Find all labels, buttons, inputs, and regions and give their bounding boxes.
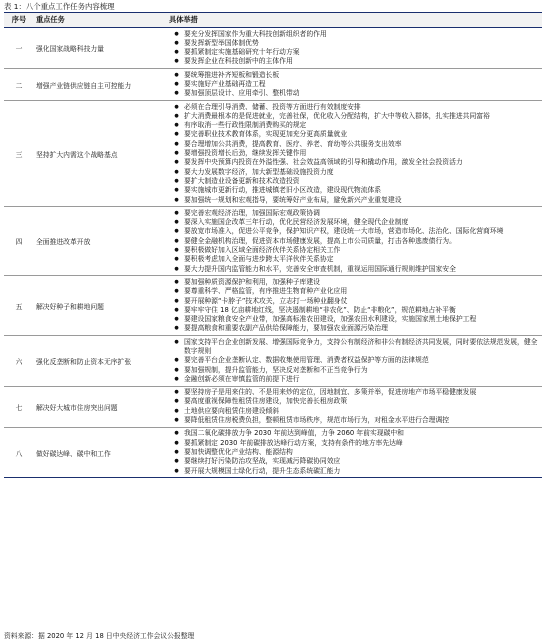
bullet-icon: ●	[174, 150, 179, 157]
bullet-icon: ●	[174, 237, 179, 244]
bullet-icon: ●	[174, 177, 179, 184]
bullet-icon: ●	[174, 219, 179, 226]
measure-item	[169, 407, 540, 416]
measure-text: 要加强统一规划和宏观指导，要统筹好产业布局，避免新兴产业重复建设	[184, 195, 402, 204]
bullet-icon: ●	[174, 140, 179, 147]
row-measures	[169, 69, 542, 100]
measure-text: 有序取消一些行政性限制消费购买的规定	[184, 121, 307, 130]
measure-text: 要牢牢守住 18 亿亩耕地红线，坚决遏制耕地“非农化”、防止“非粮化”，规范耕地占补平衡	[184, 305, 456, 314]
header-measures: 具体举措	[169, 15, 198, 24]
bullet-icon: ●	[174, 278, 179, 285]
measure-text: 要扩大制造业设备更新和技术改造投资	[184, 176, 300, 185]
measure-item	[169, 429, 540, 438]
measure-text: 国家支持平台企业创新发展、增强国际竞争力，支持公有制经济和非公有制经济共同发展，同时要依法规范发展，健全数字规则	[184, 337, 538, 355]
bullet-icon: ●	[174, 366, 179, 373]
measure-item	[169, 439, 540, 448]
bullet-icon: ●	[174, 467, 179, 474]
row-number: 五	[15, 302, 23, 311]
measure-item	[169, 103, 540, 112]
measure-item	[169, 130, 540, 139]
measure-item	[169, 246, 540, 255]
measure-item	[169, 237, 540, 246]
measure-text: 金融创新必须在审慎监管的前提下进行	[184, 374, 300, 383]
bullet-icon: ●	[174, 439, 179, 446]
header-task: 重点任务	[36, 15, 65, 24]
bullet-icon: ●	[174, 122, 179, 129]
measure-text: 要提高粮食和重要农副产品供给保障能力，要加强农业面源污染治理	[184, 324, 388, 333]
measure-item	[169, 209, 540, 218]
bullet-icon: ●	[174, 407, 179, 414]
measure-item	[169, 366, 540, 375]
measure-item	[169, 227, 540, 236]
bullet-icon: ●	[174, 256, 179, 263]
measure-text: 要增强投资增长后劲，继续发挥关键作用	[184, 149, 307, 158]
table-row	[4, 428, 542, 477]
measure-text: 要健全金融机构治理，促进资本市场健康发展，提高上市公司质量，打击各种逃废债行为。	[184, 236, 456, 245]
bullet-icon: ●	[174, 112, 179, 119]
measure-item	[169, 80, 540, 89]
measure-text: 要积极考虑加入全面与进步跨太平洋伙伴关系协定	[184, 255, 334, 264]
bullet-icon: ●	[174, 306, 179, 313]
measure-text: 要完善职业技术教育体系，实现更加充分更高质量就业	[184, 130, 348, 139]
measure-text: 要坚持房子是用来住的、不是用来炒的定位，因地制宜、多策并举，促进房地产市场平稳健康发展	[184, 388, 477, 397]
measure-item	[169, 112, 540, 121]
measure-text: 要加快调整优化产业结构、能源结构	[184, 447, 293, 456]
measure-item	[169, 57, 540, 66]
measure-item	[169, 324, 540, 333]
bullet-icon: ●	[174, 389, 179, 396]
measure-text: 要发挥企业在科技创新中的主体作用	[184, 57, 293, 66]
table-row	[4, 101, 542, 207]
measure-text: 要发挥新型举国体制优势	[184, 38, 259, 47]
table-row	[4, 276, 542, 336]
measure-text: 土地供应要向租赁住房建设倾斜	[184, 406, 280, 415]
measure-item	[169, 186, 540, 195]
measure-item	[169, 48, 540, 57]
measure-item	[169, 467, 540, 476]
bullet-icon: ●	[174, 338, 179, 345]
row-task: 解决好种子和耕地问题	[36, 302, 104, 311]
measure-item	[169, 287, 540, 296]
measure-item	[169, 375, 540, 384]
table-row	[4, 387, 542, 428]
bullet-icon: ●	[174, 159, 179, 166]
measure-item	[169, 89, 540, 98]
measure-text: 要加强顶层设计、应用牵引、整机带动	[184, 89, 300, 98]
row-task: 强化国家战略科技力量	[36, 45, 104, 54]
bullet-icon: ●	[174, 71, 179, 78]
measure-text: 要建设国家粮食安全产业带，加强高标准农田建设，加强农田水利建设，实施国家黑土地保护工程	[184, 315, 477, 324]
measure-text: 要加强规制，提升监管能力，坚决反对垄断和不正当竞争行为	[184, 365, 368, 374]
measure-text: 要抓紧制定 2030 年前碳排放达峰行动方案，支持有条件的地方率先达峰	[184, 438, 403, 447]
row-number: 二	[15, 81, 23, 90]
measure-item	[169, 297, 540, 306]
table-row	[4, 207, 542, 276]
measure-item	[169, 338, 540, 357]
row-number: 一	[15, 45, 23, 54]
row-number: 七	[15, 403, 23, 412]
measure-item	[169, 140, 540, 149]
bullet-icon: ●	[174, 316, 179, 323]
measure-text: 要发挥中央预算内投资在外溢性强、社会效益高领域的引导和撬动作用，激发全社会投资活力	[184, 158, 463, 167]
row-number: 三	[15, 150, 23, 159]
measure-text: 要降低租赁住房税费负担，整顿租赁市场秩序，规范市场行为，对租金水平进行合理调控	[184, 416, 450, 425]
row-task: 解决好大城市住房突出问题	[36, 403, 118, 412]
row-number: 八	[15, 449, 23, 458]
measure-text: 要大力提升国内监管能力和水平，完善安全审查机制，重视运用国际通行规则维护国家安全	[184, 264, 456, 273]
measure-text: 要实施好产业基础再造工程	[184, 79, 266, 88]
measure-item	[169, 255, 540, 264]
row-measures	[169, 336, 542, 385]
bullet-icon: ●	[174, 58, 179, 65]
bullet-icon: ●	[174, 297, 179, 304]
bullet-icon: ●	[174, 187, 179, 194]
bullet-icon: ●	[174, 209, 179, 216]
bullet-icon: ●	[174, 131, 179, 138]
bullet-icon: ●	[174, 247, 179, 254]
row-task: 全面推进改革开放	[36, 238, 91, 247]
measure-text: 要充分发挥国家作为重大科技创新组织者的作用	[184, 29, 327, 38]
measure-text: 要统筹推进补齐短板和锻造长板	[184, 70, 280, 79]
measure-text: 要积极做好加入区域全面经济伙伴关系协定相关工作	[184, 246, 341, 255]
bullet-icon: ●	[174, 49, 179, 56]
bullet-icon: ●	[174, 448, 179, 455]
source-note: 资料来源：据 2020 年 12 月 18 日中央经济工作会议公报整理	[4, 632, 195, 640]
task-table	[4, 12, 542, 478]
row-measures	[169, 28, 542, 68]
bullet-icon: ●	[174, 168, 179, 175]
bullet-icon: ●	[174, 375, 179, 382]
row-task: 做好碳达峰、碳中和工作	[36, 449, 111, 458]
bullet-icon: ●	[174, 430, 179, 437]
measure-item	[169, 397, 540, 406]
row-task: 强化反垄断和防止资本无序扩张	[36, 357, 132, 366]
measure-text: 要开展种源“卡脖子”技术攻关，立志打一场种业翻身仗	[184, 296, 348, 305]
measure-text: 要开展大规模国土绿化行动，提升生态系统碳汇能力	[184, 466, 341, 475]
measure-item	[169, 457, 540, 466]
bullet-icon: ●	[174, 39, 179, 46]
row-measures	[169, 101, 542, 206]
measure-item	[169, 168, 540, 177]
measure-text: 要加强种质资源保护和利用，加强种子库建设	[184, 277, 320, 286]
measure-item	[169, 39, 540, 48]
measure-text: 要合理增加公共消费，提高教育、医疗、养老、育幼等公共服务支出效率	[184, 139, 402, 148]
bullet-icon: ●	[174, 357, 179, 364]
table-caption: 表 1：八个重点工作任务内容梳理	[4, 2, 115, 11]
measure-text: 要大力发展数字经济，加大新型基础设施投资力度	[184, 167, 334, 176]
measure-text: 要继续打好污染防治攻坚战，实现减污降碳协同效应	[184, 457, 341, 466]
measure-text: 要实施城市更新行动，推进城镇老旧小区改造，建设现代物流体系	[184, 186, 382, 195]
row-task: 增强产业链供应链自主可控能力	[36, 81, 132, 90]
row-measures	[169, 387, 542, 427]
measure-text: 必须在合理引导消费、储蓄、投资等方面进行有效制度安排	[184, 102, 361, 111]
measure-item	[169, 265, 540, 274]
measure-item	[169, 30, 540, 39]
measure-text: 要抓紧制定实施基础研究十年行动方案	[184, 48, 300, 57]
measure-text: 要放宽市场准入，促进公平竞争，保护知识产权，建设统一大市场，营造市场化、法治化、国际化营商环境	[184, 227, 504, 236]
bullet-icon: ●	[174, 196, 179, 203]
measure-item	[169, 149, 540, 158]
measure-text: 要尊重科学、严格监管，有序推进生物育种产业化应用	[184, 287, 348, 296]
bullet-icon: ●	[174, 90, 179, 97]
measure-item	[169, 356, 540, 365]
measure-item	[169, 158, 540, 167]
row-number: 六	[15, 357, 23, 366]
bullet-icon: ●	[174, 30, 179, 37]
measure-item	[169, 306, 540, 315]
bullet-icon: ●	[174, 228, 179, 235]
measure-text: 要高度重视保障性租赁住房建设，加快完善长租房政策	[184, 397, 348, 406]
table-row	[4, 69, 542, 101]
row-task: 坚持扩大内需这个战略基点	[36, 150, 118, 159]
measure-text: 扩大消费最根本的是促进就业，完善社保，优化收入分配结构，扩大中等收入群体，扎实推进共同富裕	[184, 111, 490, 120]
bullet-icon: ●	[174, 265, 179, 272]
table-row	[4, 336, 542, 386]
row-number: 四	[15, 238, 23, 247]
row-measures	[169, 428, 542, 477]
measure-item	[169, 448, 540, 457]
measure-item	[169, 71, 540, 80]
measure-item	[169, 416, 540, 425]
bullet-icon: ●	[174, 398, 179, 405]
measure-text: 要深入实施国企改革三年行动，优化民营经济发展环境，健全现代企业制度	[184, 218, 409, 227]
header-number: 序号	[11, 15, 27, 24]
table-body	[4, 28, 542, 477]
measure-item	[169, 315, 540, 324]
bullet-icon: ●	[174, 458, 179, 465]
measure-item	[169, 278, 540, 287]
measure-item	[169, 196, 540, 205]
bullet-icon: ●	[174, 288, 179, 295]
measure-item	[169, 177, 540, 186]
measure-text: 要完善平台企业垄断认定、数据收集使用管理、消费者权益保护等方面的法律规范	[184, 356, 429, 365]
table-row	[4, 28, 542, 69]
row-measures	[169, 207, 542, 275]
bullet-icon: ●	[174, 325, 179, 332]
measure-text: 要完善宏观经济治理，加强国际宏观政策协调	[184, 208, 320, 217]
bullet-icon: ●	[174, 80, 179, 87]
bullet-icon: ●	[174, 103, 179, 110]
row-measures	[169, 276, 542, 335]
bullet-icon: ●	[174, 417, 179, 424]
measure-text: 我国二氧化碳排放力争 2030 年前达到峰值，力争 2060 年前实现碳中和	[184, 429, 404, 438]
table-header	[4, 13, 542, 28]
